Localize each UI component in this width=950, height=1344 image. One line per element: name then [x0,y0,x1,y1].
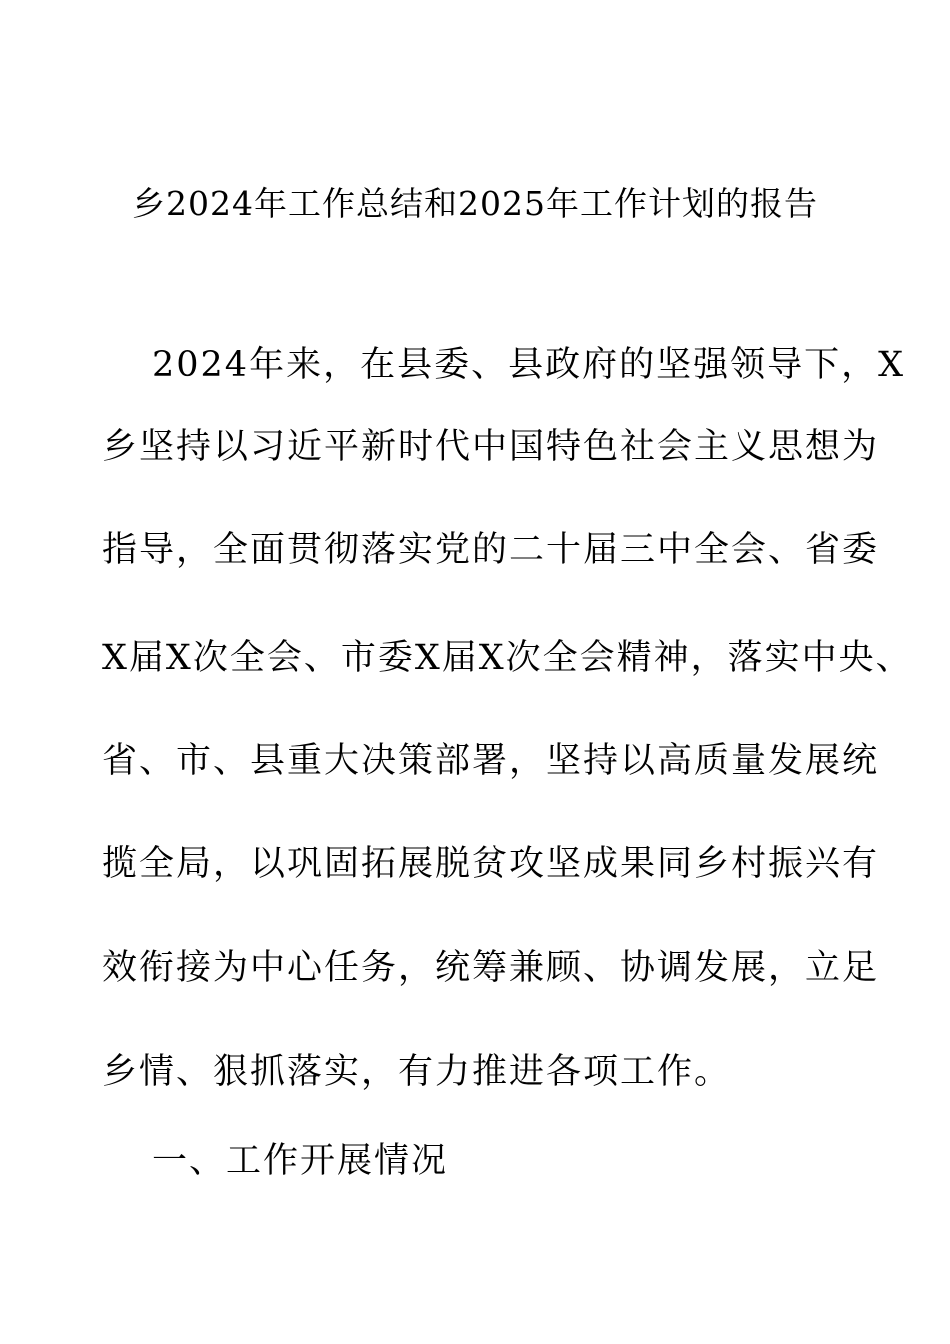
paragraph-line-3: 指导，全面贯彻落实党的二十届三中全会、省委 [102,530,880,570]
section-heading: 一、工作开展情况 [152,1141,449,1181]
paragraph-line-6: 揽全局，以巩固拓展脱贫攻坚成果同乡村振兴有 [102,844,880,884]
paragraph-line-1: 2024年来，在县委、县政府的坚强领导下，X [152,345,905,385]
paragraph-line-7: 效衔接为中心任务，统筹兼顾、协调发展，立足 [102,948,880,988]
paragraph-line-4: X届X次全会、市委X届X次全会精神，落实中央、 [102,638,913,678]
paragraph-line-5: 省、市、县重大决策部署，坚持以高质量发展统 [102,741,880,781]
paragraph-line-8: 乡情、狠抓落实，有力推进各项工作。 [102,1052,732,1092]
paragraph-line-2: 乡坚持以习近平新时代中国特色社会主义思想为 [102,427,880,467]
document-title: 乡2024年工作总结和2025年工作计划的报告 [132,184,818,223]
